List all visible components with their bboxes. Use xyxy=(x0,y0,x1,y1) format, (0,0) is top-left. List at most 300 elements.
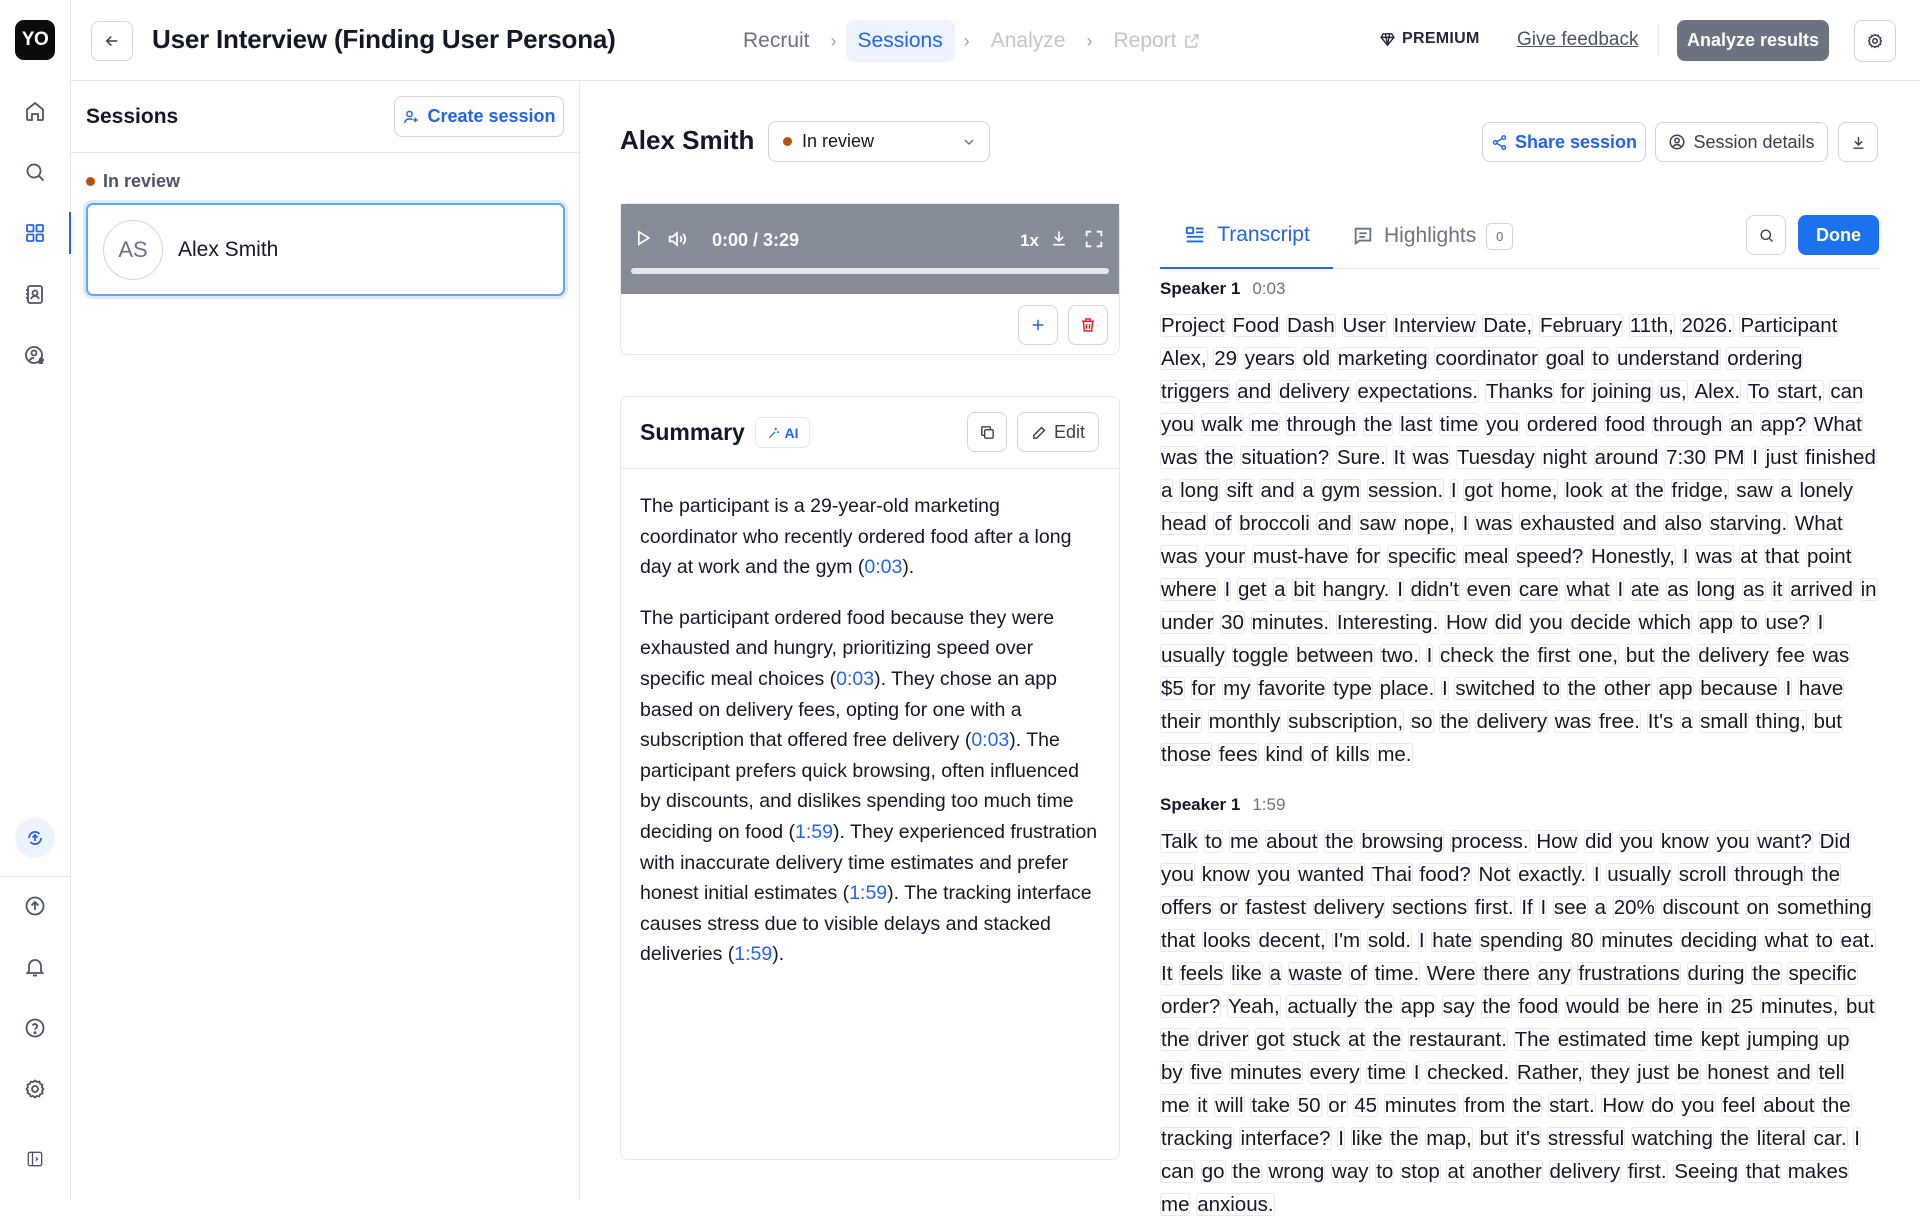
transcript-word[interactable]: was xyxy=(1161,545,1198,568)
transcript-word[interactable]: the xyxy=(1390,1127,1419,1150)
transcript-word[interactable]: for xyxy=(1191,677,1216,700)
transcript-word[interactable]: by xyxy=(1161,1061,1183,1084)
transcript-word[interactable]: first. xyxy=(1474,896,1514,919)
transcript-word[interactable]: got xyxy=(1464,479,1493,502)
transcript-word[interactable]: was xyxy=(1412,446,1450,469)
transcript-word[interactable]: finished xyxy=(1805,446,1876,469)
transcript-word[interactable]: what xyxy=(1566,578,1610,601)
transcript-word[interactable]: use? xyxy=(1765,611,1810,634)
transcript-word[interactable]: didn't xyxy=(1410,578,1459,601)
transcript-word[interactable]: that xyxy=(1765,545,1800,568)
transcript-word[interactable]: the xyxy=(1512,1094,1542,1117)
transcript-word[interactable]: nope, xyxy=(1403,512,1455,535)
session-card[interactable] xyxy=(86,203,565,296)
transcript-word[interactable]: did xyxy=(1585,830,1613,853)
transcript-word[interactable]: spending xyxy=(1479,929,1564,952)
transcript-word[interactable]: night xyxy=(1542,446,1587,469)
transcript-word[interactable]: jumping xyxy=(1747,1028,1819,1051)
transcript-word[interactable]: you xyxy=(1257,863,1291,886)
timestamp-link[interactable]: 1:59 xyxy=(849,882,888,905)
create-session-button[interactable] xyxy=(394,96,564,137)
fullscreen-icon[interactable] xyxy=(1083,228,1105,250)
transcript-word[interactable]: I xyxy=(1426,644,1433,667)
transcript-word[interactable]: PM xyxy=(1713,446,1745,469)
transcript-word[interactable]: take xyxy=(1251,1094,1291,1117)
transcript-word[interactable]: How xyxy=(1602,1094,1644,1117)
transcript-word[interactable]: marketing xyxy=(1337,347,1428,370)
transcript-word[interactable]: the xyxy=(1635,479,1664,502)
transcript-word[interactable]: you xyxy=(1620,830,1654,853)
transcript-word[interactable]: which xyxy=(1638,611,1692,634)
transcript-word[interactable]: If xyxy=(1521,896,1533,919)
transcript-word[interactable]: browsing xyxy=(1361,830,1444,853)
transcript-word[interactable]: start. xyxy=(1549,1094,1595,1117)
transcript-search-button[interactable] xyxy=(1746,215,1786,255)
transcript-word[interactable]: Not xyxy=(1478,863,1511,886)
transcript-word[interactable]: scroll xyxy=(1678,863,1727,886)
transcript-word[interactable]: 11th, xyxy=(1629,314,1674,337)
transcript-word[interactable]: be xyxy=(1676,1061,1700,1084)
transcript-word[interactable]: or xyxy=(1328,1094,1347,1117)
transcript-word[interactable]: It xyxy=(1393,446,1405,469)
transcript-word[interactable]: in xyxy=(1706,995,1723,1018)
transcript-word[interactable]: us, xyxy=(1659,380,1687,403)
transcript-word[interactable]: time xyxy=(1367,1061,1407,1084)
transcript-word[interactable]: like xyxy=(1231,962,1262,985)
transcript-word[interactable]: the xyxy=(1325,830,1354,853)
transcript-word[interactable]: hate xyxy=(1432,929,1473,952)
transcript-word[interactable]: my xyxy=(1223,677,1251,700)
transcript-word[interactable]: It xyxy=(1161,962,1173,985)
transcript-word[interactable]: Were xyxy=(1426,962,1476,985)
transcript-word[interactable]: speed? xyxy=(1516,545,1584,568)
transcript-word[interactable]: 20% xyxy=(1613,896,1655,919)
transcript-word[interactable]: delivery xyxy=(1698,644,1769,667)
transcript-word[interactable]: delivery xyxy=(1549,1160,1621,1183)
transcript-word[interactable]: 2026. xyxy=(1681,314,1733,337)
transcript-word[interactable]: sections xyxy=(1391,896,1468,919)
transcript-word[interactable]: the xyxy=(1440,710,1469,733)
transcript-word[interactable]: I xyxy=(1413,1061,1420,1084)
transcript-word[interactable]: the xyxy=(1372,1028,1402,1051)
transcript-word[interactable]: saw xyxy=(1359,512,1396,535)
transcript-word[interactable]: you xyxy=(1716,830,1750,853)
transcript-word[interactable]: tracking xyxy=(1161,1127,1233,1150)
transcript-word[interactable]: interface? xyxy=(1240,1127,1331,1150)
transcript-word[interactable]: got xyxy=(1256,1028,1285,1051)
transcript-word[interactable]: but xyxy=(1625,644,1655,667)
transcript-word[interactable]: stuck xyxy=(1292,1028,1341,1051)
transcript-word[interactable]: Dash xyxy=(1286,314,1335,337)
transcript-word[interactable]: was xyxy=(1554,710,1592,733)
transcript-word[interactable]: frustrations xyxy=(1578,962,1680,985)
transcript-word[interactable]: want? xyxy=(1757,830,1812,853)
sync-icon[interactable] xyxy=(15,818,55,858)
transcript-word[interactable]: decide xyxy=(1570,611,1631,634)
transcript-word[interactable]: Alex. xyxy=(1694,380,1741,403)
transcript-word[interactable]: estimated xyxy=(1557,1028,1647,1051)
transcript-word[interactable]: coordinator xyxy=(1435,347,1538,370)
transcript-word[interactable]: I xyxy=(1338,1127,1344,1150)
transcript-word[interactable]: place. xyxy=(1379,677,1435,700)
transcript-word[interactable]: can xyxy=(1830,380,1864,403)
transcript-word[interactable]: they xyxy=(1590,1061,1630,1084)
transcript-word[interactable]: under xyxy=(1161,611,1214,634)
transcript-word[interactable]: literal xyxy=(1756,1127,1806,1150)
user-billing-icon[interactable] xyxy=(15,335,55,375)
transcript-word[interactable]: 80 xyxy=(1570,929,1594,952)
transcript-word[interactable]: I xyxy=(1682,545,1689,568)
transcript-word[interactable]: Thai xyxy=(1371,863,1412,886)
transcript-word[interactable]: To xyxy=(1747,380,1770,403)
step-recruit[interactable]: Recruit xyxy=(743,29,810,52)
transcript-word[interactable]: get xyxy=(1237,578,1267,601)
transcript-word[interactable]: Food xyxy=(1232,314,1280,337)
transcript-word[interactable]: What xyxy=(1794,512,1843,535)
contacts-icon[interactable] xyxy=(15,274,55,314)
transcript-word[interactable]: Did xyxy=(1819,830,1851,853)
transcript-word[interactable]: do xyxy=(1651,1094,1674,1117)
transcript-word[interactable]: to xyxy=(1592,347,1610,370)
transcript-word[interactable]: first. xyxy=(1627,1160,1667,1183)
transcript-word[interactable]: say xyxy=(1442,995,1475,1018)
transcript-word[interactable]: any xyxy=(1537,962,1571,985)
collapse-sidebar-icon[interactable] xyxy=(15,1139,55,1179)
tab-highlights[interactable] xyxy=(1352,203,1513,269)
transcript-word[interactable]: minutes xyxy=(1229,1061,1302,1084)
transcript-word[interactable]: sold. xyxy=(1367,929,1412,952)
transcript-word[interactable]: and xyxy=(1260,479,1295,502)
transcript-word[interactable]: feel xyxy=(1722,1094,1756,1117)
transcript-word[interactable]: order? xyxy=(1161,995,1221,1018)
transcript-word[interactable]: one, xyxy=(1578,644,1619,667)
timestamp-link[interactable]: 1:59 xyxy=(734,943,773,966)
transcript-word[interactable]: will xyxy=(1215,1094,1244,1117)
transcript-word[interactable]: even xyxy=(1466,578,1512,601)
transcript-word[interactable]: Rather, xyxy=(1516,1061,1584,1084)
session-details-button[interactable] xyxy=(1655,122,1828,162)
transcript-word[interactable]: wrong xyxy=(1268,1160,1325,1183)
transcript-word[interactable]: Interview xyxy=(1393,314,1476,337)
transcript-word[interactable]: to xyxy=(1815,929,1833,952)
transcript-word[interactable]: I xyxy=(1785,677,1792,700)
transcript-word[interactable]: I xyxy=(1617,578,1624,601)
transcript-word[interactable]: session. xyxy=(1367,479,1444,502)
transcript-word[interactable]: I xyxy=(1540,896,1547,919)
transcript-word[interactable]: through xyxy=(1652,413,1723,436)
transcript-word[interactable]: actually xyxy=(1287,995,1357,1018)
transcript-word[interactable]: I xyxy=(1397,578,1403,601)
transcript-word[interactable]: you xyxy=(1161,413,1195,436)
transcript-word[interactable]: looks xyxy=(1202,929,1251,952)
transcript-word[interactable]: Seeing xyxy=(1674,1160,1739,1183)
transcript-word[interactable]: User xyxy=(1342,314,1386,337)
back-button[interactable] xyxy=(91,21,133,61)
transcript-word[interactable]: specific xyxy=(1387,545,1457,568)
transcript-word[interactable]: specific xyxy=(1788,962,1857,985)
transcript-word[interactable]: where xyxy=(1161,578,1217,601)
transcript-word[interactable]: me xyxy=(1161,1094,1190,1117)
transcript-word[interactable]: between xyxy=(1296,644,1374,667)
transcript-word[interactable]: free. xyxy=(1598,710,1640,733)
playback-speed[interactable]: 1x xyxy=(1020,231,1039,250)
transcript-word[interactable]: fees xyxy=(1218,743,1258,766)
transcript-word[interactable]: see xyxy=(1553,896,1587,919)
transcript-word[interactable]: favorite xyxy=(1258,677,1326,700)
transcript-word[interactable]: of xyxy=(1349,962,1368,985)
step-sessions[interactable]: Sessions xyxy=(846,20,955,62)
segment-timestamp[interactable]: 0:03 xyxy=(1252,279,1286,298)
transcript-word[interactable]: anxious. xyxy=(1197,1193,1274,1216)
transcript-word[interactable]: I xyxy=(1593,863,1600,886)
transcript-word[interactable]: offers xyxy=(1161,896,1212,919)
transcript-word[interactable]: minutes xyxy=(1384,1094,1457,1117)
transcript-word[interactable]: decent, xyxy=(1258,929,1326,952)
step-report[interactable] xyxy=(1101,20,1212,62)
transcript-word[interactable]: car. xyxy=(1813,1127,1847,1150)
transcript-word[interactable]: just xyxy=(1637,1061,1670,1084)
transcript-word[interactable]: usually xyxy=(1607,863,1672,886)
transcript-word[interactable]: I xyxy=(1817,611,1824,634)
segment-timestamp[interactable]: 1:59 xyxy=(1252,795,1286,814)
transcript-word[interactable]: hangry. xyxy=(1322,578,1390,601)
transcript-word[interactable]: exactly. xyxy=(1518,863,1587,886)
delete-button[interactable] xyxy=(1068,305,1108,345)
transcript-word[interactable]: me. xyxy=(1377,743,1412,766)
transcript-word[interactable]: start, xyxy=(1777,380,1823,403)
transcript-word[interactable]: discount xyxy=(1662,896,1739,919)
transcript-word[interactable]: Tuesday xyxy=(1456,446,1535,469)
transcript-word[interactable]: that xyxy=(1745,1160,1781,1183)
transcript-word[interactable]: I xyxy=(1224,578,1231,601)
transcript-word[interactable]: can xyxy=(1161,1160,1195,1183)
transcript-word[interactable]: look xyxy=(1565,479,1603,502)
transcript-word[interactable]: thing, xyxy=(1755,710,1806,733)
transcript-word[interactable]: ordering xyxy=(1727,347,1803,370)
edit-summary-button[interactable] xyxy=(1017,412,1099,452)
transcript-word[interactable]: five xyxy=(1190,1061,1223,1084)
transcript-word[interactable]: 50 xyxy=(1297,1094,1321,1117)
transcript-word[interactable]: saw xyxy=(1736,479,1773,502)
transcript-word[interactable]: check xyxy=(1440,644,1494,667)
transcript-word[interactable]: small xyxy=(1700,710,1748,733)
transcript-word[interactable]: was xyxy=(1696,545,1733,568)
transcript-word[interactable]: walk xyxy=(1201,413,1243,436)
transcript-word[interactable]: $5 xyxy=(1161,677,1184,700)
transcript-word[interactable]: to xyxy=(1376,1160,1394,1183)
transcript-word[interactable]: map, xyxy=(1426,1127,1472,1150)
project-settings-button[interactable] xyxy=(1854,20,1896,62)
transcript-word[interactable]: delivery xyxy=(1313,896,1385,919)
transcript-word[interactable]: 30 xyxy=(1221,611,1244,634)
step-analyze[interactable]: Analyze xyxy=(990,29,1066,52)
transcript-word[interactable]: like xyxy=(1351,1127,1383,1150)
transcript-word[interactable]: was xyxy=(1812,644,1850,667)
transcript-word[interactable]: app? xyxy=(1760,413,1807,436)
transcript-word[interactable]: I xyxy=(1462,512,1469,535)
transcript-word[interactable]: Yeah, xyxy=(1227,995,1280,1018)
status-dropdown[interactable] xyxy=(768,121,990,162)
transcript-word[interactable]: goal xyxy=(1545,347,1585,370)
transcript-word[interactable]: it's xyxy=(1515,1127,1541,1150)
transcript-word[interactable]: What xyxy=(1813,413,1862,436)
transcript-word[interactable]: that xyxy=(1161,929,1196,952)
transcript-word[interactable]: point xyxy=(1806,545,1852,568)
transcript-word[interactable]: it xyxy=(1772,578,1783,601)
volume-icon[interactable] xyxy=(665,228,689,250)
transcript-word[interactable]: other xyxy=(1603,677,1651,700)
upload-icon[interactable] xyxy=(15,886,55,926)
transcript-word[interactable]: the xyxy=(1662,644,1691,667)
transcript-word[interactable]: but xyxy=(1813,710,1842,733)
transcript-word[interactable]: time. xyxy=(1374,962,1420,985)
done-button[interactable]: Done xyxy=(1798,215,1879,255)
analyze-results-button[interactable]: Analyze results xyxy=(1677,20,1829,61)
transcript-word[interactable]: broccoli xyxy=(1239,512,1310,535)
transcript-word[interactable]: 45 xyxy=(1354,1094,1378,1117)
transcript-word[interactable]: Date, xyxy=(1483,314,1533,337)
transcript-word[interactable]: Project xyxy=(1161,314,1225,337)
transcript-word[interactable]: up xyxy=(1826,1028,1850,1051)
transcript-word[interactable]: gym xyxy=(1321,479,1361,502)
transcript-word[interactable]: time xyxy=(1654,1028,1694,1051)
transcript-word[interactable]: a xyxy=(1274,578,1286,601)
transcript-word[interactable]: those xyxy=(1161,743,1212,766)
transcript-word[interactable]: I xyxy=(1450,479,1457,502)
transcript-word[interactable]: minutes xyxy=(1601,929,1674,952)
transcript-word[interactable]: meal xyxy=(1463,545,1509,568)
transcript-word[interactable]: a xyxy=(1680,710,1693,733)
premium-badge[interactable] xyxy=(1379,30,1480,48)
transcript-word[interactable]: Interesting. xyxy=(1336,611,1439,634)
transcript-word[interactable]: app xyxy=(1400,995,1436,1018)
transcript-word[interactable]: tell xyxy=(1818,1061,1845,1084)
transcript-word[interactable]: long xyxy=(1180,479,1219,502)
transcript-word[interactable]: Alex, xyxy=(1161,347,1207,370)
transcript-word[interactable]: usually xyxy=(1161,644,1225,667)
transcript-word[interactable]: head xyxy=(1161,512,1207,535)
transcript-word[interactable]: feels xyxy=(1180,962,1224,985)
transcript-word[interactable]: How xyxy=(1445,611,1487,634)
transcript-word[interactable]: How xyxy=(1536,830,1578,853)
transcript-word[interactable]: February xyxy=(1539,314,1622,337)
transcript-word[interactable]: food xyxy=(1605,413,1646,436)
transcript-word[interactable]: a xyxy=(1302,479,1314,502)
transcript-word[interactable]: for xyxy=(1560,380,1585,403)
transcript-word[interactable]: a xyxy=(1269,962,1281,985)
transcript-word[interactable]: app xyxy=(1698,611,1733,634)
transcript-word[interactable]: I'm xyxy=(1333,929,1361,952)
download-icon[interactable] xyxy=(1049,228,1069,248)
transcript-word[interactable]: you xyxy=(1681,1094,1715,1117)
transcript-word[interactable]: long xyxy=(1696,578,1736,601)
transcript-word[interactable]: to xyxy=(1542,677,1560,700)
transcript-word[interactable]: a xyxy=(1780,479,1792,502)
transcript-word[interactable]: makes xyxy=(1787,1160,1849,1183)
transcript-word[interactable]: exhausted xyxy=(1520,512,1615,535)
transcript-word[interactable]: would xyxy=(1566,995,1620,1018)
search-icon[interactable] xyxy=(15,152,55,192)
transcript-word[interactable]: and xyxy=(1776,1061,1811,1084)
transcript-word[interactable]: at xyxy=(1447,1160,1465,1183)
transcript-word[interactable]: wanted xyxy=(1298,863,1365,886)
transcript-word[interactable]: sift xyxy=(1226,479,1253,502)
transcript-word[interactable]: know xyxy=(1660,830,1709,853)
transcript-word[interactable]: way xyxy=(1332,1160,1369,1183)
transcript-word[interactable]: you xyxy=(1529,611,1563,634)
transcript-word[interactable]: kept xyxy=(1700,1028,1740,1051)
transcript-word[interactable]: to xyxy=(1205,830,1223,853)
transcript-word[interactable]: here xyxy=(1657,995,1699,1018)
timestamp-link[interactable]: 0:03 xyxy=(836,667,875,690)
transcript-word[interactable]: was xyxy=(1475,512,1513,535)
transcript-word[interactable]: delivery xyxy=(1476,710,1548,733)
transcript-word[interactable]: kind xyxy=(1265,743,1303,766)
transcript-word[interactable]: the xyxy=(1567,677,1597,700)
transcript-word[interactable]: you xyxy=(1486,413,1520,436)
transcript-word[interactable]: subscription, xyxy=(1288,710,1404,733)
transcript-word[interactable]: about xyxy=(1763,1094,1815,1117)
transcript-word[interactable]: eat. xyxy=(1840,929,1875,952)
transcript-word[interactable]: the xyxy=(1205,446,1234,469)
grid-icon[interactable] xyxy=(15,213,55,253)
transcript-word[interactable]: the xyxy=(1161,1028,1190,1051)
transcript-word[interactable]: you xyxy=(1161,863,1195,886)
transcript-word[interactable]: on xyxy=(1746,896,1770,919)
transcript-word[interactable]: fridge, xyxy=(1671,479,1729,502)
transcript-word[interactable]: at xyxy=(1740,545,1758,568)
transcript-word[interactable]: watching xyxy=(1631,1127,1713,1150)
transcript-word[interactable]: me xyxy=(1161,1193,1190,1216)
transcript-word[interactable]: I xyxy=(1854,1127,1860,1150)
transcript-word[interactable]: years xyxy=(1244,347,1295,370)
transcript-word[interactable]: honest xyxy=(1707,1061,1769,1084)
transcript-word[interactable]: Honestly, xyxy=(1591,545,1675,568)
transcript-word[interactable]: triggers xyxy=(1161,380,1230,403)
tab-transcript[interactable] xyxy=(1160,203,1333,269)
transcript-word[interactable]: the xyxy=(1363,413,1393,436)
transcript-word[interactable]: me xyxy=(1229,830,1259,853)
transcript-word[interactable]: a xyxy=(1161,479,1173,502)
transcript-word[interactable]: as xyxy=(1667,578,1689,601)
transcript-word[interactable]: understand xyxy=(1616,347,1720,370)
add-clip-button[interactable] xyxy=(1018,305,1058,345)
share-session-button[interactable] xyxy=(1482,122,1646,162)
transcript-word[interactable]: but xyxy=(1846,995,1875,1018)
copy-summary-button[interactable] xyxy=(967,412,1007,452)
bell-icon[interactable] xyxy=(15,947,55,987)
transcript-word[interactable]: kills xyxy=(1335,743,1370,766)
transcript-word[interactable]: the xyxy=(1720,1127,1750,1150)
transcript-word[interactable]: at xyxy=(1610,479,1628,502)
transcript-word[interactable]: so xyxy=(1410,710,1433,733)
transcript-word[interactable]: at xyxy=(1347,1028,1366,1051)
transcript-word[interactable]: did xyxy=(1494,611,1523,634)
transcript-word[interactable]: process. xyxy=(1451,830,1529,853)
transcript-word[interactable]: deciding xyxy=(1680,929,1758,952)
transcript-word[interactable]: situation? xyxy=(1241,446,1330,469)
transcript-word[interactable]: 29 xyxy=(1214,347,1238,370)
transcript-word[interactable]: it xyxy=(1197,1094,1208,1117)
transcript-word[interactable]: waste xyxy=(1288,962,1343,985)
transcript-word[interactable]: the xyxy=(1501,644,1530,667)
transcript-word[interactable]: joining xyxy=(1592,380,1652,403)
transcript-word[interactable]: expectations. xyxy=(1357,380,1479,403)
transcript-word[interactable]: and xyxy=(1237,380,1272,403)
transcript-word[interactable]: the xyxy=(1822,1094,1851,1117)
transcript-word[interactable]: ate xyxy=(1630,578,1660,601)
timestamp-link[interactable]: 0:03 xyxy=(971,729,1010,752)
